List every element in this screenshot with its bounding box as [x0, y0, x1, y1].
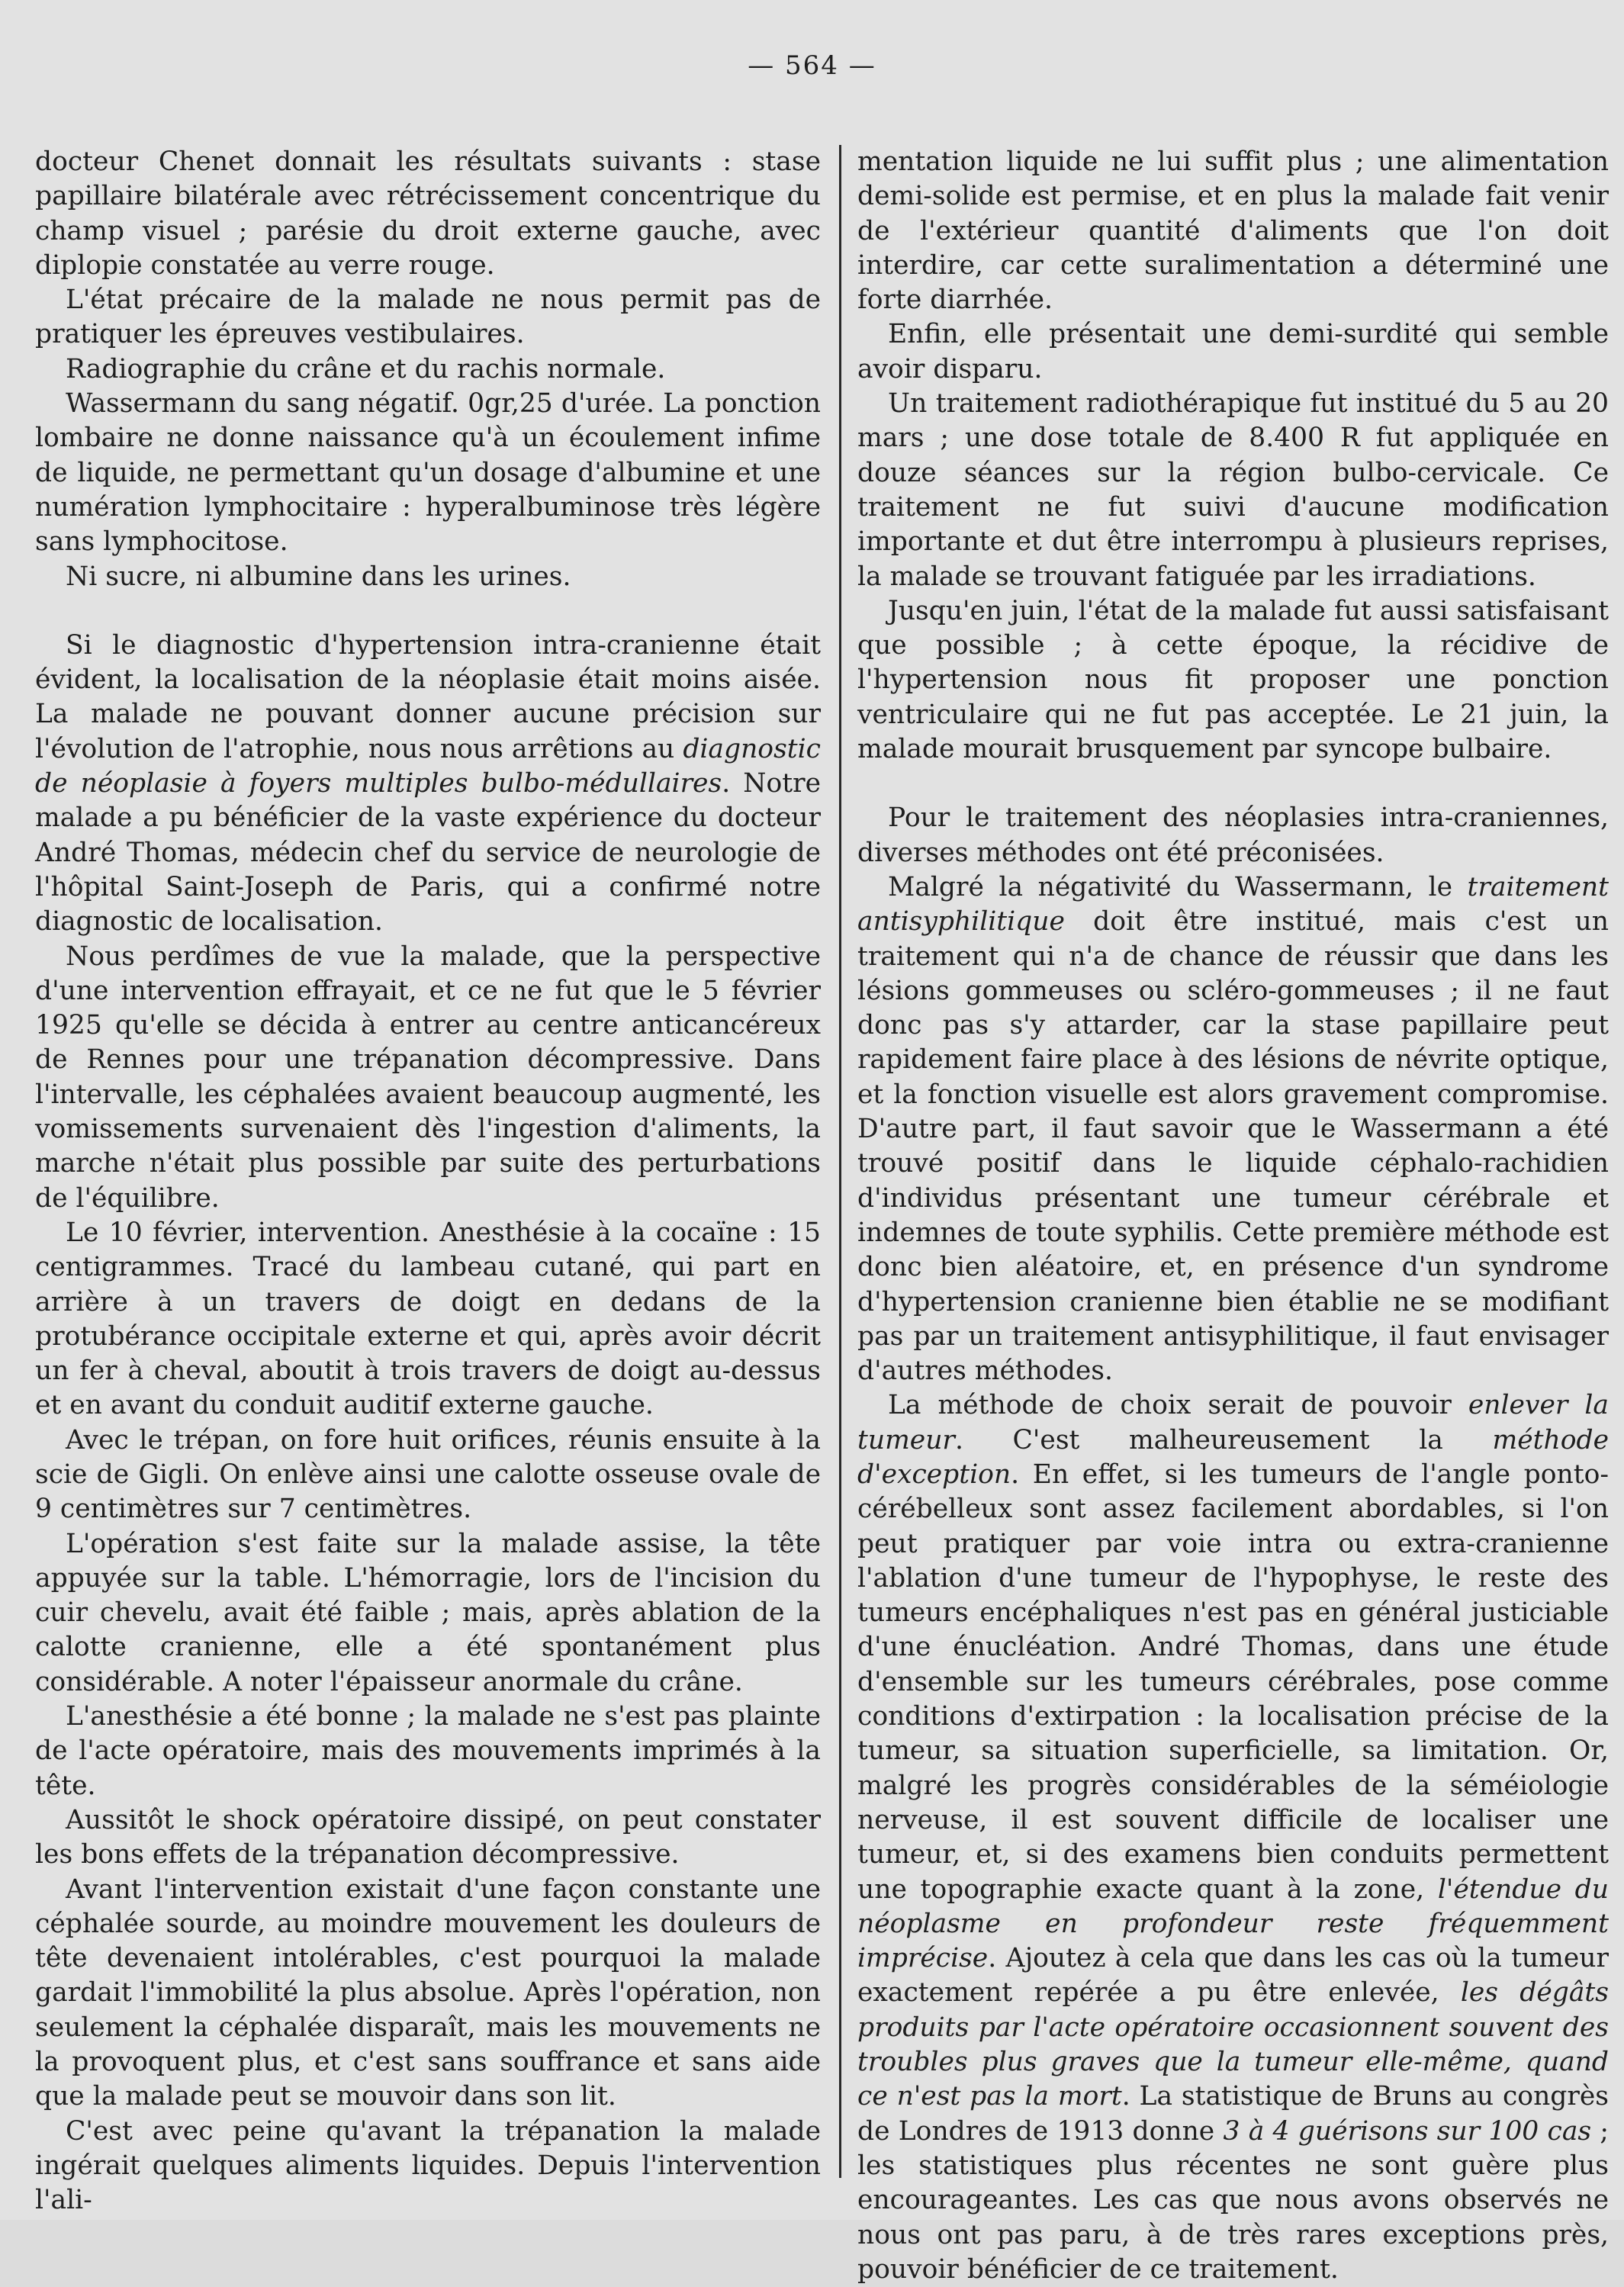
paragraph: L'opération s'est faite sur la malade assise, la tête appuyée sur la table. L'hémorragie, lors de l'incision du cuir chevelu, avait été faible ; mais, après ablation de la calotte cranienne, elle a été spontanément plus considérable. A noter l'épaisseur anormale du crâne.	[35, 1528, 821, 1697]
paragraph: Le 10 février, intervention. Anesthésie à la cocaïne : 15 centigrammes. Tracé du lambeau cutané, qui part en arrière à un travers de doigt en dedans de la protubérance occipitale externe et qui, après avoir décrit un fer à cheval, aboutit à trois travers de doigt au-dessus et en avant du conduit auditif externe gauche.	[35, 1217, 821, 1421]
italic-text: méthode d'exception	[857, 1424, 1609, 1490]
italic-text: diagnostic de néoplasie à foyers multiples bulbo-médullaires	[35, 733, 821, 799]
text-run: . En effet, si les tumeurs de l'angle ponto-cérébelleux sont assez facilement abordables, si l'on peut pratiquer par voie intra ou extra-cranienne l'ablation d'une tumeur de l'hypophyse, le reste des tumeurs encéphaliques n'est pas en général justiciable d'une énucléation. André Thomas, dans une étude d'ensemble sur les tumeurs cérébrales, pose comme conditions d'extirpation : la localisation précise de la tumeur, sa situation superficielle, sa limitation. Or, malgré les progrès considérables de la séméiologie nerveuse, il est souvent difficile de localiser une tumeur, et, si des examens bien conduits permettent une topographie exacte quant à la zone,	[857, 1459, 1609, 1905]
paragraph	[35, 629, 821, 940]
paragraph: Avec le trépan, on fore huit orifices, réunis ensuite à la scie de Gigli. On enlève ainsi une calotte osseuse ovale de 9 centimètres sur 7 centimètres.	[35, 1424, 821, 1525]
italic-text: traitement antisyphilitique	[857, 871, 1609, 938]
paragraph	[857, 1388, 1609, 2287]
page-number: — 564 —	[748, 50, 876, 81]
italic-text: l'étendue du néoplasme en profondeur reste fréquemment imprécise	[857, 1874, 1609, 1974]
paragraph: L'état précaire de la malade ne nous permit pas de pratiquer les épreuves vestibulaires.	[35, 285, 821, 350]
paragraph: Ni sucre, ni albumine dans les urines.	[66, 561, 571, 592]
text-run: Si le diagnostic d'hypertension intra-cranienne était évident, la localisation de la néoplasie était moins aisée. La malade ne pouvant donner aucune précision sur l'évolution de l'atrophie, nous nous arrêtions au	[35, 629, 821, 764]
text-run: Malgré la négativité du Wassermann, le	[888, 871, 1468, 902]
text-run: doit être institué, mais c'est un traitement qui n'a de chance de réussir que dans les lésions gommeuses ou scléro-gommeuses ; il ne faut donc pas s'y attarder, car la stase papillaire peut rapidement faire place à des lésions de névrite optique, et la fonction visuelle est alors gravement compromise. D'autre part, il faut savoir que le Wassermann a été trouvé positif dans le liquide céphalo-rachidien d'individus présentant une tumeur cérébrale et indemnes de toute syphilis. Cette première méthode est donc bien aléatoire, et, en présence d'un syndrome d'hypertension cranienne bien établie ne se modifiant pas par un traitement antisyphilitique, il faut envisager d'autres méthodes.	[857, 906, 1609, 1387]
text-run: . Notre malade a pu bénéficier de la vaste expérience du docteur André Thomas, médecin chef du service de neurologie de l'hôpital Saint-Joseph de Paris, qui a confirmé notre diagnostic de localisation.	[35, 768, 821, 938]
text-run: . La statistique de Bruns au congrès de Londres de 1913 donne	[857, 2081, 1609, 2147]
italic-text: 3 à 4 guérisons sur 100 cas	[1223, 2115, 1592, 2147]
paragraph: Nous perdîmes de vue la malade, que la perspective d'une intervention effrayait, et ce ne fut que le 5 février 1925 qu'elle se décida à entrer au centre anticancéreux de Rennes pour une trépanation décompressive. Dans l'intervalle, les céphalées avaient beaucoup augmenté, les vomissements survenaient dès l'ingestion d'aliments, la marche n'était plus possible par suite des perturbations de l'équilibre.	[35, 941, 821, 1214]
paragraph: L'anesthésie a été bonne ; la malade ne s'est pas plainte de l'acte opératoire, mais des mouvements imprimés à la tête.	[35, 1701, 821, 1801]
paragraph: Radiographie du crâne et du rachis normale.	[66, 353, 666, 384]
column-divider	[839, 145, 841, 2178]
paragraph: Wassermann du sang négatif. 0gr,25 d'urée. La ponction lombaire ne donne naissance qu'à un écoulement infime de liquide, ne permettant qu'un dosage d'albumine et une numération lymphocitaire : hyperalbuminose très légère sans lymphocitose.	[35, 388, 821, 558]
right-column	[857, 145, 1609, 2287]
italic-text: les dégâts produits par l'acte opératoire occasionnent souvent des troubles plus graves que la tumeur elle-même, quand ce n'est pas la mort	[857, 1977, 1609, 2112]
italic-text: enlever la tumeur	[857, 1390, 1610, 1456]
text-run: . C'est malheureusement la	[954, 1424, 1493, 1456]
paragraph: Avant l'intervention existait d'une façon constante une céphalée sourde, au moindre mouvement les douleurs de tête devenaient intolérables, c'est pourquoi la malade gardait l'immobilité la plus absolue. Après l'opération, non seulement la céphalée disparaît, mais les mouvements ne la provoquent plus, et c'est sans souffrance et sans aide que la malade peut se mouvoir dans son lit.	[35, 1874, 821, 2112]
paragraph	[857, 870, 1609, 1388]
paragraph: Un traitement radiothérapique fut institué du 5 au 20 mars ; une dose totale de 8.400 R fut appliquée en douze séances sur la région bulbo-cervicale. Ce traitement ne fut suivi d'aucune modification importante et dut être interrompu à plusieurs reprises, la malade se trouvant fatiguée par les irradiations.	[857, 388, 1609, 592]
paragraph: Jusqu'en juin, l'état de la malade fut aussi satisfaisant que possible ; à cette époque, la récidive de l'hypertension nous fit proposer une ponction ventriculaire qui ne fut pas acceptée. Le 21 juin, la malade mourait brusquement par syncope bulbaire.	[857, 595, 1609, 765]
paragraph: Pour le traitement des néoplasies intra-craniennes, diverses méthodes ont été préconisées.	[857, 803, 1609, 868]
text-run: La méthode de choix serait de pouvoir	[888, 1390, 1468, 1421]
paragraph: docteur Chenet donnait les résultats suivants : stase papillaire bilatérale avec rétrécissement concentrique du champ visuel ; parésie du droit externe gauche, avec diplopie constatée au verre rouge.	[35, 146, 821, 281]
paragraph: C'est avec peine qu'avant la trépanation la malade ingérait quelques aliments liquides. Depuis l'intervention l'ali-	[35, 2115, 821, 2216]
paragraph: Enfin, elle présentait une demi-surdité qui semble avoir disparu.	[857, 319, 1609, 384]
paragraph: mentation liquide ne lui suffit plus ; une alimentation demi-solide est permise, et en plus la malade fait venir de l'extérieur quantité d'aliments que l'on doit interdire, car cette suralimentation a déterminé une forte diarrhée.	[857, 146, 1609, 316]
text-run: . Ajoutez à cela que dans les cas où la tumeur exactement repérée a pu être enlevée,	[857, 1943, 1609, 2009]
text-run: ; les statistiques plus récentes ne sont guère plus encourageantes. Les cas que nous avons observés ne nous ont pas paru, à de très rares exceptions près, pouvoir bénéficier de ce traitement.	[857, 2115, 1610, 2285]
paragraph: Aussitôt le shock opératoire dissipé, on peut constater les bons effets de la trépanation décompressive.	[35, 1804, 821, 1870]
left-column	[35, 145, 821, 2218]
